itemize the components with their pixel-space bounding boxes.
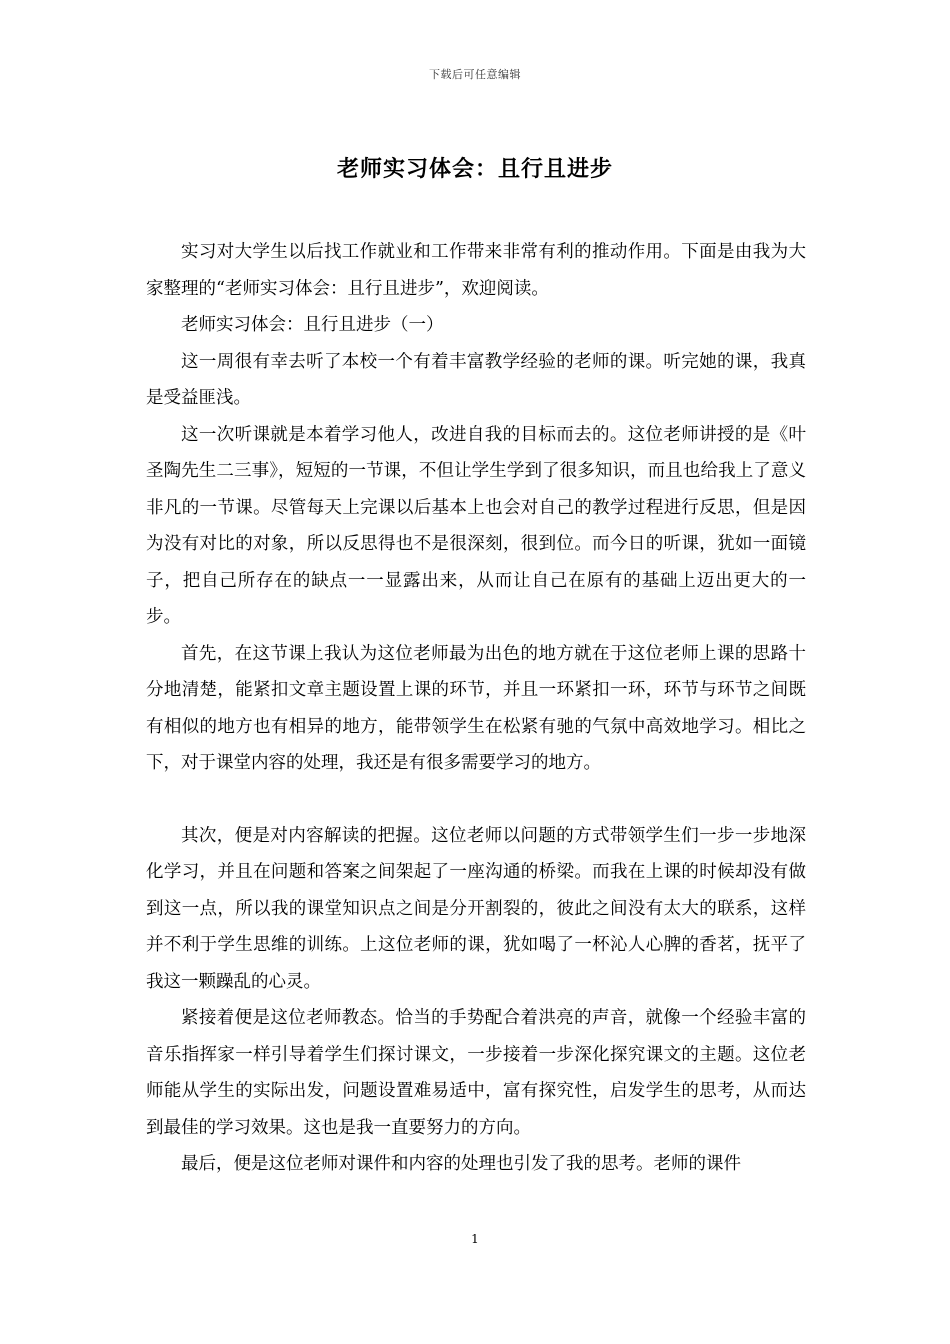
paragraph: 这一次听课就是本着学习他人，改进自我的目标而去的。这位老师讲授的是《叶圣陶先生二三事》，短短的一节课，不但让学生学到了很多知识，而且也给我上了意义非凡的一节课。尽管每天上完课以后基本上也会对自己的教学过程进行反思，但是因为没有对比的对象，所以反思得也不是很深刻，很到位。而今日的听课，犹如一面镜子，把自己所存在的缺点一一显露出来，从而让自己在原有的基础上迈出更大的一步。 bbox=[146, 424, 806, 627]
paragraph-section-heading: 老师实习体会：且行且进步（一） bbox=[181, 315, 444, 335]
paragraph-intro: 实习对大学生以后找工作就业和工作带来非常有利的推动作用。下面是由我为大家整理的“老师实习体会：且行且进步”，欢迎阅读。 bbox=[146, 242, 806, 299]
paragraph: 这一周很有幸去听了本校一个有着丰富教学经验的老师的课。听完她的课，我真是受益匪浅。 bbox=[146, 351, 806, 408]
page-header: 下载后可任意编辑 bbox=[429, 68, 521, 81]
paragraph: 紧接着便是这位老师教态。恰当的手势配合着洪亮的声音，就像一个经验丰富的音乐指挥家一样引导着学生们探讨课文，一步接着一步深化探究课文的主题。这位老师能从学生的实际出发，问题设置难易适中，富有探究性，启发学生的思考，从而达到最佳的学习效果。这也是我一直要努力的方向。 bbox=[146, 1008, 806, 1138]
paragraph: 最后，便是这位老师对课件和内容的处理也引发了我的思考。老师的课件 bbox=[181, 1154, 741, 1174]
paragraph: 首先，在这节课上我认为这位老师最为出色的地方就在于这位老师上课的思路十分地清楚，能紧扣文章主题设置上课的环节，并且一环紧扣一环，环节与环节之间既有相似的地方也有相异的地方，能带领学生在松紧有驰的气氛中高效地学习。相比之下，对于课堂内容的处理，我还是有很多需要学习的地方。 bbox=[146, 643, 806, 773]
document-body bbox=[146, 234, 806, 1183]
document-title: 老师实习体会：且行且进步 bbox=[336, 156, 613, 182]
paragraph: 其次，便是对内容解读的把握。这位老师以问题的方式带领学生们一步一步地深化学习，并且在问题和答案之间架起了一座沟通的桥梁。而我在上课的时候却没有做到这一点，所以我的课堂知识点之间是分开割裂的，彼此之间没有太大的联系，这样并不利于学生思维的训练。上这位老师的课，犹如喝了一杯沁人心脾的香茗，抚平了我这一颗躁乱的心灵。 bbox=[146, 825, 806, 992]
page-number: 1 bbox=[471, 1232, 479, 1246]
